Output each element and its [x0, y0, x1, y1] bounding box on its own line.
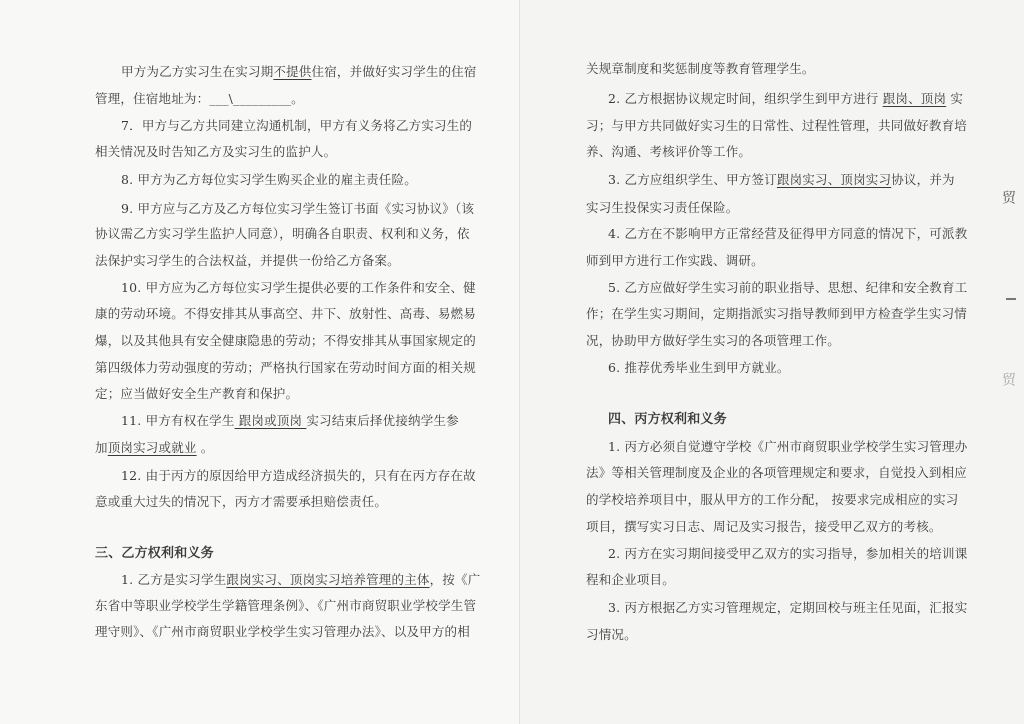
- text-span: 10. 甲方应为乙方每位实习学生提供必要的工作条件和安全、健: [121, 280, 476, 295]
- left-text-line: [95, 251, 400, 271]
- text-span: 实习生投保实习责任保险。: [586, 200, 739, 215]
- text-span: 管理，住宿地址为：___\_________。: [95, 91, 304, 106]
- right-text-line: [608, 358, 790, 378]
- right-text-line: [608, 598, 967, 618]
- left-text-line: [121, 570, 480, 590]
- text-span: 协议，并为: [891, 172, 955, 187]
- right-text-line: [586, 198, 738, 218]
- text-span: 9. 甲方应与乙方及乙方每位实习学生签订书面《实习协议》（该: [121, 201, 475, 216]
- text-span: 实习结束后择优接纳学生参: [306, 413, 459, 428]
- text-span: 爆，以及其他具有安全健康隐患的劳动；不得安排其从事国家规定的: [95, 333, 477, 348]
- underlined-fill-in: 顶岗实习或就业: [107, 440, 197, 455]
- text-span: 6. 推荐优秀毕业生到甲方就业。: [608, 360, 790, 375]
- left-text-line: [121, 411, 459, 431]
- right-text-line: [608, 278, 967, 298]
- seal-fragment-top: 贸: [1000, 190, 1016, 204]
- text-span: 甲方为乙方实习生在实习期: [121, 64, 274, 79]
- right-text-line: [586, 490, 958, 510]
- text-span: 习情况。: [586, 627, 637, 642]
- right-text-line: [586, 251, 764, 271]
- right-text-line: [608, 89, 963, 109]
- left-text-line: [95, 438, 213, 458]
- underlined-fill-in: 跟岗或顶岗: [234, 413, 307, 428]
- text-span: 东省中等职业学校学生学籍管理条例》、《广州市商贸职业学校学生管: [95, 598, 477, 613]
- left-text-line: [95, 331, 476, 351]
- left-text-line: [95, 622, 470, 642]
- left-text-line: [95, 384, 298, 404]
- left-text-line: [95, 142, 336, 162]
- text-span: 2. 丙方在实习期间接受甲乙双方的实习指导，参加相关的培训课: [608, 546, 968, 561]
- text-span: 师到甲方进行工作实践、调研。: [586, 253, 764, 268]
- text-span: 2. 乙方根据协议规定时间，组织学生到甲方进行: [608, 91, 883, 106]
- underlined-fill-in: 不提供: [273, 64, 312, 79]
- left-text-line: [121, 170, 417, 190]
- text-span: ，按《广: [429, 572, 481, 587]
- text-span: 的学校培养项目中，服从甲方的工作分配， 按要求完成相应的实习: [586, 492, 959, 507]
- right-text-line: [586, 625, 637, 645]
- text-span: 关规章制度和奖惩制度等教育管理学生。: [586, 61, 815, 76]
- left-section-heading: [95, 544, 214, 564]
- left-text-line: [95, 224, 470, 244]
- text-span: 3. 丙方根据乙方实习管理规定，定期回校与班主任见面，汇报实: [608, 600, 968, 615]
- text-span: 住宿，并做好实习学生的住宿: [311, 64, 477, 79]
- right-page: [520, 0, 1024, 724]
- right-text-line: [608, 544, 967, 564]
- text-span: 5. 乙方应做好学生实习前的职业指导、思想、纪律和安全教育工: [608, 280, 968, 295]
- edge-dash: [1006, 298, 1016, 300]
- underlined-fill-in: 跟岗实习、顶岗实习培养管理的主体: [226, 572, 430, 587]
- text-span: 第四级体力劳动强度的劳动；严格执行国家在劳动时间方面的相关规: [95, 360, 477, 375]
- right-text-line: [586, 517, 942, 537]
- underlined-fill-in: 跟岗实习、顶岗实习: [776, 172, 892, 187]
- right-text-line: [586, 570, 675, 590]
- right-text-line: [586, 304, 967, 324]
- text-span: 7．甲方与乙方共同建立沟通机制，甲方有义务将乙方实习生的: [121, 118, 473, 133]
- text-span: 意或重大过失的情况下，丙方才需要承担赔偿责任。: [95, 494, 388, 509]
- text-span: 定；应当做好安全生产教育和保护。: [95, 386, 299, 401]
- text-span: 12. 由于丙方的原因给甲方造成经济损失的，只有在丙方存在故: [121, 468, 476, 483]
- left-text-line: [95, 492, 387, 512]
- left-text-line: [121, 116, 472, 136]
- right-text-line: [586, 116, 967, 136]
- text-span: 项目，撰写实习日志、周记及实习报告，接受甲乙双方的考核。: [586, 519, 942, 534]
- text-span: 相关情况及时告知乙方及实习生的监护人。: [95, 144, 337, 159]
- text-span: 协议需乙方实习学生监护人同意），明确各自职责、权利和义务，依: [95, 226, 470, 241]
- text-span: 3. 乙方应组织学生、甲方签订: [608, 172, 777, 187]
- left-text-line: [95, 596, 476, 616]
- left-text-line: [95, 304, 476, 324]
- text-span: 4. 乙方在不影响甲方正常经营及征得甲方同意的情况下，可派教: [608, 226, 968, 241]
- text-span: 1. 乙方是实习学生: [121, 572, 227, 587]
- text-span: 四、丙方权利和义务: [608, 412, 727, 427]
- right-text-line: [608, 437, 967, 457]
- left-text-line: [121, 278, 476, 298]
- left-text-line: [121, 62, 477, 82]
- text-span: 康的劳动环境。不得安排其从事高空、井下、放射性、高毒、易燃易: [95, 306, 477, 321]
- text-span: 1. 丙方必须自觉遵守学校《广州市商贸职业学校学生实习管理办: [608, 439, 968, 454]
- right-text-line: [586, 331, 840, 351]
- text-span: 法保护实习学生的合法权益，并提供一份给乙方备案。: [95, 253, 400, 268]
- right-text-line: [608, 170, 955, 190]
- text-span: 理守则》、《广州市商贸职业学校学生实习管理办法》、以及甲方的相: [95, 624, 470, 639]
- text-span: 法》等相关管理制度及企业的各项管理规定和要求，自觉投入到相应: [586, 465, 968, 480]
- text-span: 三、乙方权利和义务: [95, 546, 214, 561]
- text-span: 作；在学生实习期间，定期指派实习指导教师到甲方检查学生实习情: [586, 306, 968, 321]
- right-text-line: [586, 59, 815, 79]
- text-span: 况，协助甲方做好学生实习的各项管理工作。: [586, 333, 841, 348]
- right-section-heading: [608, 410, 727, 430]
- text-span: 程和企业项目。: [586, 572, 675, 587]
- left-text-line: [95, 89, 304, 109]
- left-text-line: [95, 358, 476, 378]
- left-text-line: [121, 466, 476, 486]
- seal-fragment-bottom: 贸: [1000, 372, 1016, 386]
- underlined-fill-in: 跟岗、顶岗: [882, 91, 947, 106]
- text-span: 实: [946, 91, 964, 106]
- text-span: 11. 甲方有权在学生: [121, 413, 235, 428]
- text-span: 8. 甲方为乙方每位实习学生购买企业的雇主责任险。: [121, 172, 417, 187]
- right-text-line: [608, 224, 967, 244]
- right-text-line: [586, 463, 967, 483]
- right-text-line: [586, 142, 751, 162]
- text-span: 加: [95, 440, 108, 455]
- left-text-line: [121, 199, 474, 219]
- text-span: 养、沟通、考核评价等工作。: [586, 144, 752, 159]
- text-span: 。: [196, 440, 214, 455]
- text-span: 习；与甲方共同做好实习生的日常性、过程性管理，共同做好教育培: [586, 118, 968, 133]
